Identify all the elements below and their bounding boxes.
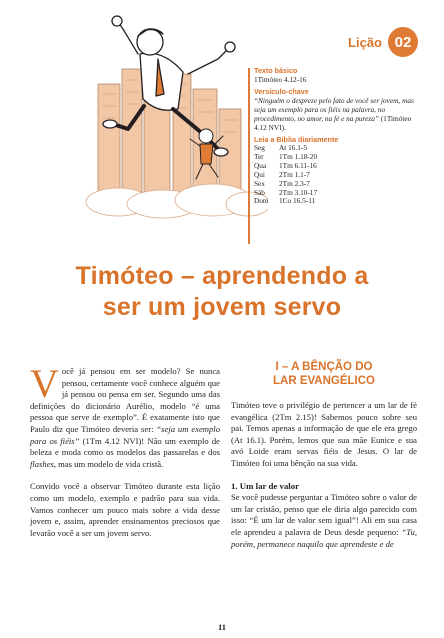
section-heading xyxy=(231,360,417,388)
reading-day: Sáb xyxy=(254,187,265,197)
intro-paragraph-1 xyxy=(30,361,221,470)
section-text-a: Se você pudesse perguntar a Timóteo sobre o valor de um lar cristão, penso que ele diria algo parecido com isso: “É um lar de valor sem igual”! Ali em sua casa ele aprendeu a palavra de Deus desde pequeno: xyxy=(231,492,417,537)
daily-reading-table xyxy=(254,144,317,206)
sidebar-divider xyxy=(248,68,250,244)
lesson-info-sidebar xyxy=(254,66,424,209)
reading-day: Seg xyxy=(254,143,265,152)
lesson-title-line2: ser um jovem servo xyxy=(102,293,342,321)
intro-text-a: ocê já pensou em ser modelo? Se nunca pensou, certamente você conhece alguém que já pensou ou pensa em ser. Segundo uma das definições do dicionário Aurélio, modelo “é uma pessoa que serve de exemplo”. É exatamente isto que Paulo diz que Timóteo deveria ser: xyxy=(30,366,220,434)
intro-flashes: flashes xyxy=(30,458,54,469)
page-number: 11 xyxy=(217,622,227,632)
jumping-youth-illustration xyxy=(78,14,268,219)
reading-ref: 1Tm 1.18-20 xyxy=(279,151,318,161)
reading-day: Qua xyxy=(254,160,267,170)
reading-day: Qui xyxy=(254,169,265,179)
section-heading-line1: I – A BÊNÇÃO DO xyxy=(275,361,373,373)
lesson-title-line1: Timóteo – aprendendo a xyxy=(75,262,369,290)
reading-ref: 2Tm 2.3-7 xyxy=(279,178,310,188)
versiculo-quote: “Ninguém o despreze pelo fato de você ser jovem, mas seja um exemplo para os fiéis na palavra, no procedimento, no amor, na fé e na pureza” xyxy=(254,96,414,123)
reading-ref: 2Tm 1.1-7 xyxy=(279,169,310,179)
versiculo-reference: (1Timóteo 4.12 NVI). xyxy=(254,114,412,132)
leia-biblia-heading: Leia a Bíblia diariamente xyxy=(254,135,339,144)
reading-day: Sex xyxy=(254,178,265,188)
reading-ref: 1Tm 6.11-16 xyxy=(279,160,317,170)
section-paragraph-2 xyxy=(231,492,417,550)
reading-day: Ter xyxy=(254,151,264,161)
texto-basico-reference: 1Timóteo 4.12-16 xyxy=(254,75,307,84)
intro-paragraph-2: Convido você a observar Timóteo durante esta lição como um modelo, exemplo e padrão para sua vida. Vamos conhecer um pouco mais sobre a vida desse jovem e, assim, aprender ensinamentos preciosos que levarão você a ser um jovem servo. xyxy=(30,481,220,538)
intro-text-c: , mas um modelo de vida cristã. xyxy=(53,458,164,469)
lesson-title xyxy=(0,261,444,323)
reading-ref: 1Co 16.5-11 xyxy=(279,196,316,206)
intro-text-b: (1Tm 4.12 NVI)! Não um exemplo de beleza e moda como os modelos das passarelas e dos xyxy=(30,435,221,458)
versiculo-chave-text xyxy=(254,96,424,132)
section-column xyxy=(231,400,417,561)
reading-ref: At 16.1-5 xyxy=(279,143,307,152)
lesson-badge xyxy=(348,27,418,57)
lesson-label: Lição xyxy=(348,34,382,50)
versiculo-chave-heading: Versículo-chave xyxy=(254,87,309,96)
section-quote: “Tu, porém, permanece naquilo que aprendeste e de xyxy=(231,526,417,549)
reading-day: Dom xyxy=(254,196,269,206)
drop-cap: V xyxy=(30,361,59,406)
intro-column xyxy=(30,361,221,550)
texto-basico-heading: Texto básico xyxy=(254,66,298,75)
intro-quote: “seja um exemplo para os fiéis” xyxy=(30,423,220,446)
reading-row xyxy=(254,197,317,206)
reading-ref: 2Tm 3.10-17 xyxy=(279,187,318,197)
sub-heading: 1. Um lar de valor xyxy=(231,480,300,491)
section-heading-line2: LAR EVANGÉLICO xyxy=(272,375,375,387)
section-paragraph-1: Timóteo teve o privilégio de pertencer a um lar de fé evangélica (2Tm 2.15)! Sabemos pouco sobre seu pai. Temos apenas a informação de que ele era grego (At 16.1). Porém, lemos que sua mãe Eunice e sua avó Loide eram servas fiéis de Jesus. O lar de Timóteo foi uma bênção na sua vida. xyxy=(231,400,417,468)
lesson-number: 02 xyxy=(388,27,418,57)
